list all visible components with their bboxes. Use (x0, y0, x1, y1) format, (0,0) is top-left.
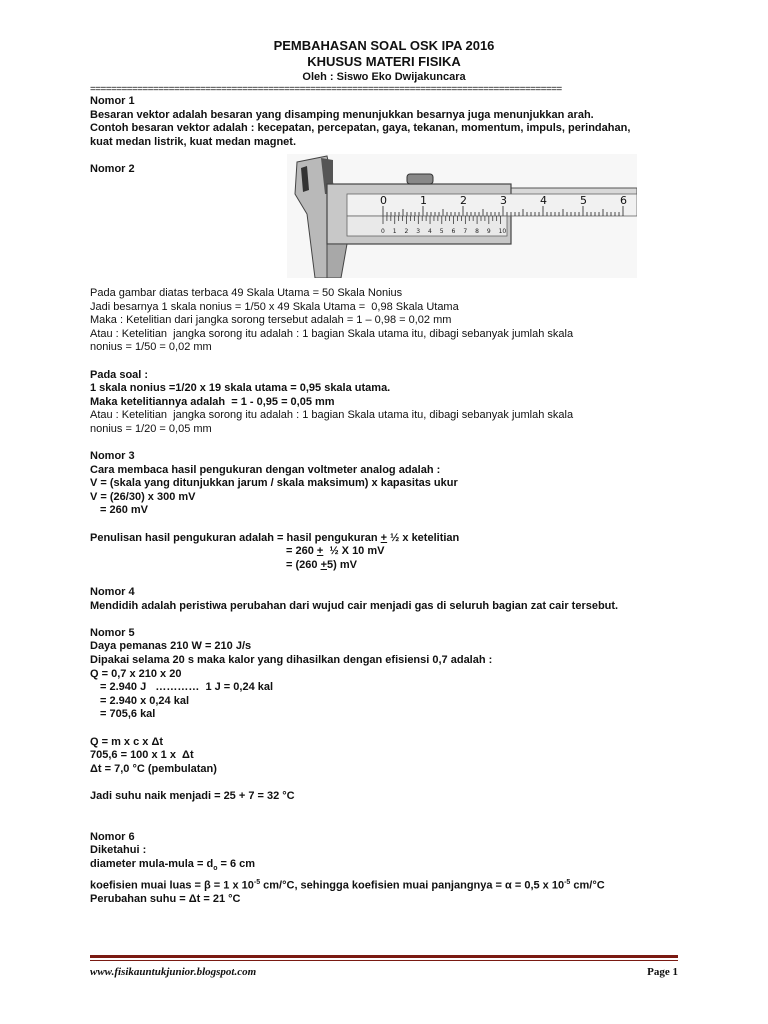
n5-line-1: Daya pemanas 210 W = 210 J/s (90, 640, 252, 653)
n2-soal-line-2: Maka ketelitiannya adalah = 1 - 0,95 = 0,05 mm (90, 395, 335, 408)
n1-line-1: Besaran vektor adalah besaran yang disamping menunjukkan besarnya juga menunjukkan arah. (90, 108, 594, 121)
n2-line-2: Jadi besarnya 1 skala nonius = 1/50 x 49 Skala Utama = 0,98 Skala Utama (90, 300, 459, 313)
nomor-2-figure-row (90, 163, 678, 287)
heading-nomor-6: Nomor 6 (90, 830, 135, 843)
footer-rule-thick (90, 955, 678, 958)
main-scale-label: 3 (500, 193, 507, 207)
main-scale-label: 1 (420, 193, 427, 207)
vernier-scale-label: 8 (475, 227, 479, 235)
vernier-scale-label: 4 (428, 227, 432, 235)
footer-url: www.fisikauntukjunior.blogspot.com (90, 966, 257, 978)
document-subtitle: KHUSUS MATERI FISIKA (307, 54, 461, 69)
n3-line-6: = 260 + ½ X 10 mV (286, 545, 385, 558)
n3-line-1: Cara membaca hasil pengukuran dengan voltmeter analog adalah : (90, 463, 441, 476)
vernier-scale-label: 5 (439, 227, 444, 235)
n5-line-6: = 705,6 kal (100, 708, 156, 721)
vernier-scale-label: 7 (463, 227, 468, 235)
n5-line-3: Q = 0,7 x 210 x 20 (90, 667, 182, 680)
main-scale-label: 0 (380, 193, 387, 207)
vernier-scale-label: 0 (381, 227, 385, 235)
plus-minus-sign: + (380, 531, 388, 544)
n3-line-3: V = (26/30) x 300 mV (90, 490, 196, 503)
page-number: Page 1 (647, 966, 678, 978)
separator-rule: ========================================================================================== (90, 85, 562, 95)
n5-line-4: = 2.940 J ………… 1 J = 0,24 kal (100, 681, 274, 694)
heading-nomor-3: Nomor 3 (90, 450, 135, 463)
main-scale-label: 5 (580, 193, 587, 207)
n6-line-3: koefisien muai luas = β = 1 x $10^{-5}$ cm/°C, sehingga koefisien muai panjangnya = α = 0,5 x $10^{-5}$ cm/°C (90, 878, 605, 892)
n6-line-4: Perubahan suhu = Δt = 21 °C (90, 892, 241, 905)
heading-nomor-1: Nomor 1 (90, 95, 135, 107)
plus-minus-sign: + (320, 558, 327, 571)
vernier-scale-label: 1 (392, 227, 397, 235)
vernier-scale-label: 9 (486, 227, 491, 235)
n3-line-4: = 260 mV (100, 504, 149, 517)
n2-soal-line-1: 1 skala nonius =1/20 x 19 skala utama = 0,95 skala utama. (90, 382, 391, 395)
vernier-scale-label: 10 (498, 227, 507, 235)
n3-line-5: Penulisan hasil pengukuran adalah = hasil pengukuran + ½ x ketelitian (90, 531, 460, 544)
author-line: Oleh : Siswo Eko Dwijakuncara (302, 71, 466, 83)
page-footer (90, 955, 678, 978)
main-scale-label: 6 (620, 193, 627, 207)
main-scale-label: 4 (540, 193, 547, 207)
n6-line-1: Diketahui : (90, 844, 147, 857)
heading-nomor-4: Nomor 4 (90, 586, 135, 599)
n2-soal-line-3: Atau : Ketelitian jangka sorong itu adalah : 1 bagian Skala utama itu, dibagi sebanyak jumlah skala (90, 409, 574, 422)
n5-line-5: = 2.940 x 0,24 kal (100, 694, 189, 707)
n6-line-2: diameter mula-mula = $d_o = 6$ cm (90, 857, 256, 873)
n5-line-2: Dipakai selama 20 s maka kalor yang dihasilkan dengan efisiensi 0,7 adalah : (90, 654, 493, 666)
n1-line-3: kuat medan listrik, kuat medan magnet. (90, 135, 297, 148)
n3-line-2: V = (skala yang ditunjukkan jarum / skala maksimum) x kapasitas ukur (90, 477, 458, 490)
vernier-scale-label: 6 (451, 227, 456, 235)
heading-nomor-5: Nomor 5 (90, 626, 135, 639)
main-scale-label: 2 (460, 193, 467, 207)
vernier-caliper-image (287, 154, 637, 278)
n2-soal-line-4: nonius = 1/20 = 0,05 mm (90, 422, 212, 435)
heading-nomor-2: Nomor 2 (90, 162, 135, 175)
plus-minus-sign: + (316, 545, 324, 558)
n2-line-3: Maka : Ketelitian dari jangka sorong tersebut adalah = 1 – 0,98 = 0,02 mm (90, 314, 452, 327)
vernier-scale-label: 2 (404, 227, 409, 235)
document-title: PEMBAHASAN SOAL OSK IPA 2016 (273, 38, 495, 53)
n5-line-7: Q = m x c x Δt (90, 735, 164, 748)
n2-line-1: Pada gambar diatas terbaca 49 Skala Utama = 50 Skala Nonius (90, 286, 403, 299)
n3-line-7: = (260 +5) mV (286, 558, 357, 571)
n2-line-5: nonius = 1/50 = 0,02 mm (90, 341, 212, 354)
vernier-scale-label: 3 (416, 227, 421, 235)
document-page (90, 38, 678, 907)
n5-line-9: Δt = 7,0 °C (pembulatan) (90, 762, 217, 775)
n5-line-10: Jadi suhu naik menjadi = 25 + 7 = 32 °C (90, 789, 295, 802)
n2-soal-heading: Pada soal : (90, 368, 149, 381)
n1-line-2: Contoh besaran vektor adalah : kecepatan, percepatan, gaya, tekanan, momentum, impuls, perindahan, (90, 122, 631, 135)
n5-line-8: 705,6 = 100 x 1 x Δt (90, 749, 194, 762)
footer-rule-thin (90, 960, 678, 961)
n2-line-4: Atau : Ketelitian jangka sorong itu adalah : 1 bagian Skala utama itu, dibagi sebanyak jumlah skala (90, 327, 574, 340)
n4-line-1: Mendidih adalah peristiwa perubahan dari wujud cair menjadi gas di seluruh bagian zat cair tersebut. (90, 599, 619, 612)
